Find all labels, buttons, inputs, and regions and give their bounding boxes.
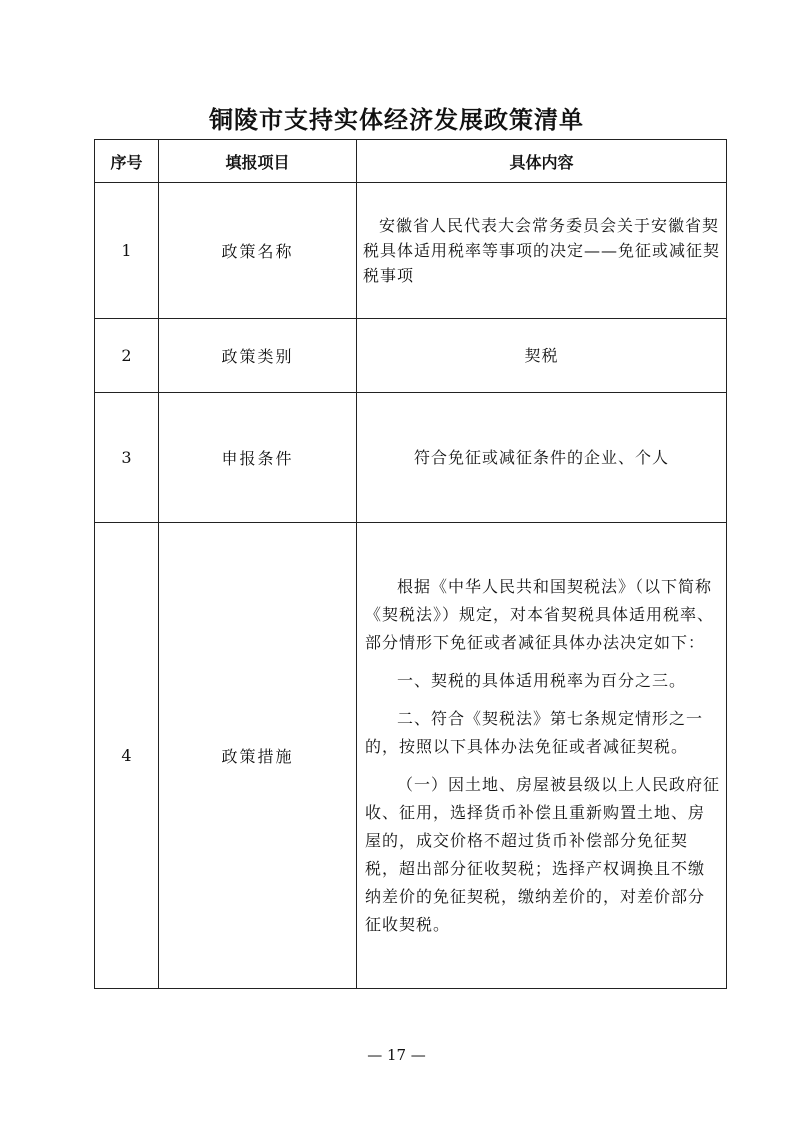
page-number: — 17 — xyxy=(367,1046,426,1064)
row-number: 4 xyxy=(95,523,159,989)
paragraph: 一、契税的具体适用税率为百分之三。 xyxy=(397,670,687,690)
row-content xyxy=(357,523,727,989)
table-row xyxy=(95,523,727,989)
table-row xyxy=(95,319,727,393)
header-cell-content: 具体内容 xyxy=(357,140,727,183)
table-row xyxy=(95,183,727,319)
page-title: 铜陵市支持实体经济发展政策清单 xyxy=(209,106,584,134)
row-number: 2 xyxy=(95,319,159,393)
row-number: 3 xyxy=(95,393,159,523)
policy-table xyxy=(94,139,727,989)
row-item: 政策名称 xyxy=(159,183,357,319)
header-cell-no: 序号 xyxy=(95,140,159,183)
header-cell-item: 填报项目 xyxy=(159,140,357,183)
row-content-text: 安徽省人民代表大会常务委员会关于安徽省契税具体适用税率等事项的决定——免征或减征契税事项 xyxy=(363,216,721,285)
row-content: 符合免征或减征条件的企业、个人 xyxy=(357,393,727,523)
table-header-row xyxy=(95,140,727,183)
row-content: 契税 xyxy=(357,319,727,393)
row-item: 政策措施 xyxy=(159,523,357,989)
row-content xyxy=(357,183,727,319)
row-item: 申报条件 xyxy=(159,393,357,523)
row-item: 政策类别 xyxy=(159,319,357,393)
row-number: 1 xyxy=(95,183,159,319)
paragraph: 二、符合《契税法》第七条规定情形之一的，按照以下具体办法免征或者减征契税。 xyxy=(365,708,704,756)
table-row xyxy=(95,393,727,523)
policy-measures-text xyxy=(357,563,726,949)
paragraph: 根据《中华人民共和国契税法》（以下简称《契税法》）规定，对本省契税具体适用税率、部分情形下免征或者减征具体办法决定如下： xyxy=(365,576,715,652)
paragraph: （一）因土地、房屋被县级以上人民政府征收、征用，选择货币补偿且重新购置土地、房屋的，成交价格不超过货币补偿部分免征契税，超出部分征收契税；选择产权调换且不缴纳差价的免征契税，缴纳差价的，对差价部分征收契税。 xyxy=(365,774,721,934)
